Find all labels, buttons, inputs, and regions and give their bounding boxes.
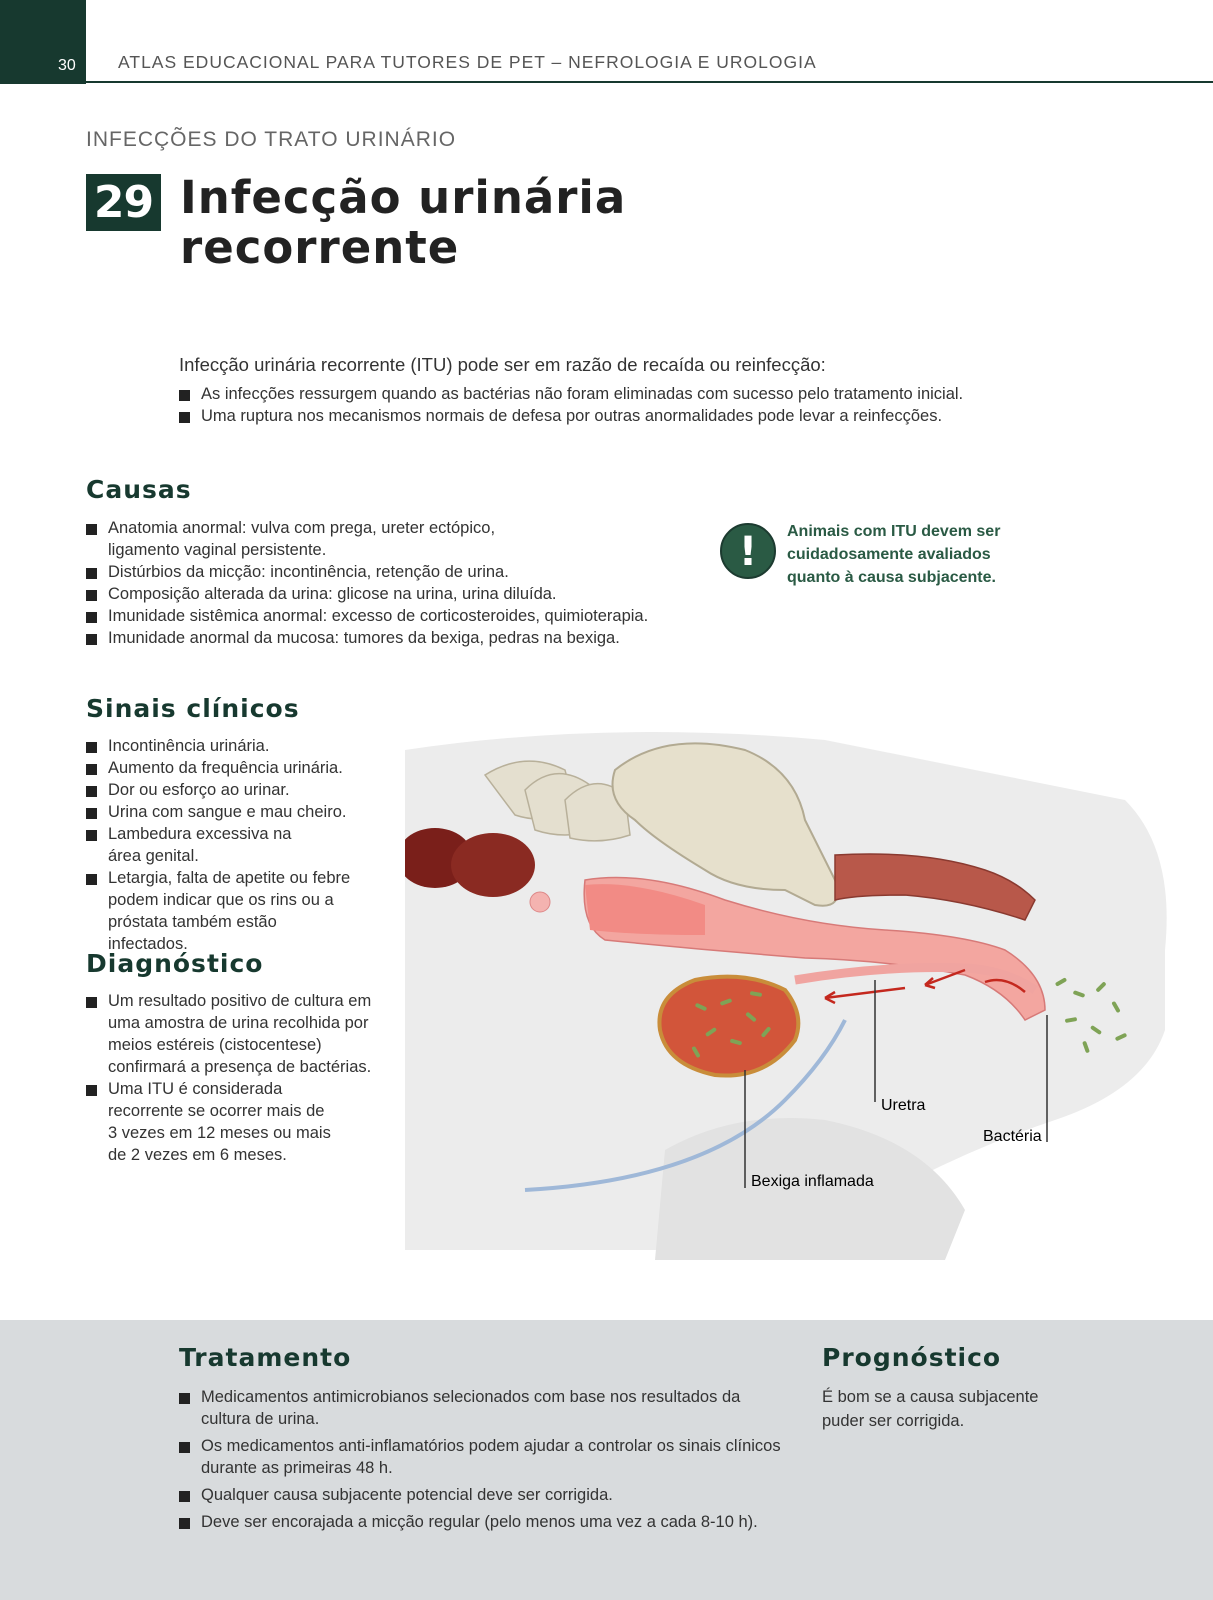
list-item: Medicamentos antimicrobianos selecionados com base nos resultados da cultura de urina. [179,1386,741,1430]
list-item: Urina com sangue e mau cheiro. [86,801,376,823]
list-item: Distúrbios da micção: incontinência, retenção de urina. [86,561,696,583]
list-item: Aumento da frequência urinária. [86,757,376,779]
causas-heading: Causas [86,475,192,504]
title-line-1: Infecção urinária [180,171,627,224]
list-item: Uma ruptura nos mecanismos normais de defesa por outras anormalidades pode levar a reinfecções. [179,405,1079,427]
chapter-number: 29 [86,174,161,231]
intro-list [179,383,1079,427]
bladder-label: Bexiga inflamada [751,1173,874,1190]
causas-list [86,517,696,649]
list-item: Os medicamentos anti-inflamatórios podem ajudar a controlar os sinais clínicos durante as primeiras 48 h. [179,1435,781,1479]
sinais-heading: Sinais clínicos [86,694,300,723]
diagnostico-list [86,990,376,1166]
list-item: Lambedura excessiva na área genital. [86,823,298,867]
list-item: Qualquer causa subjacente potencial deve ser corrigida. [179,1484,779,1506]
bacteria-label: Bactéria [983,1128,1042,1145]
kidney-right [451,833,535,897]
alert-text: Animais com ITU devem ser cuidadosamente avaliados quanto à causa subjacente. [787,523,1001,586]
list-item: As infecções ressurgem quando as bactérias não foram eliminadas com sucesso pelo tratamento inicial. [179,383,1079,405]
title-line-2: recorrente [180,221,460,274]
ovary [530,892,550,912]
intro-text: Infecção urinária recorrente (ITU) pode ser em razão de recaída ou reinfecção: [179,354,826,375]
running-title: ATLAS EDUCACIONAL PARA TUTORES DE PET – NEFROLOGIA E UROLOGIA [118,52,817,72]
tratamento-list [179,1386,779,1538]
list-item: Anatomia anormal: vulva com prega, ureter ectópico, ligamento vaginal persistente. [86,517,498,561]
list-item: Incontinência urinária. [86,735,376,757]
diagnostico-heading: Diagnóstico [86,949,264,978]
urethra-label: Uretra [881,1097,926,1114]
list-item: Letargia, falta de apetite ou febre podem indicar que os rins ou a próstata também estão infectados. [86,867,358,955]
tratamento-heading: Tratamento [179,1343,352,1372]
section-label: INFECÇÕES DO TRATO URINÁRIO [86,128,457,151]
list-item: Uma ITU é considerada recorrente se ocorrer mais de 3 vezes em 12 meses ou mais de 2 vezes em 6 meses. [86,1078,338,1166]
list-item: Imunidade anormal da mucosa: tumores da bexiga, pedras na bexiga. [86,627,696,649]
inflamed-bladder [659,977,798,1076]
prognostico-heading: Prognóstico [822,1343,1002,1372]
page-number: 30 [58,57,76,74]
list-item: Imunidade sistêmica anormal: excesso de corticosteroides, quimioterapia. [86,605,696,627]
prognostico-text: É bom se a causa subjacente puder ser corrigida. [822,1388,1039,1430]
header-divider [86,81,1213,83]
sinais-list [86,735,376,955]
urinary-tract-illustration [405,730,1175,1260]
exclamation-icon: ! [720,523,776,579]
list-item: Composição alterada da urina: glicose na urina, urina diluída. [86,583,696,605]
list-item: Deve ser encorajada a micção regular (pelo menos uma vez a cada 8-10 h). [179,1511,779,1533]
page-title [180,173,626,273]
list-item: Dor ou esforço ao urinar. [86,779,376,801]
list-item: Um resultado positivo de cultura em uma amostra de urina recolhida por meios estéreis (cistocentese) confirmará a presença de bactérias. [86,990,373,1078]
